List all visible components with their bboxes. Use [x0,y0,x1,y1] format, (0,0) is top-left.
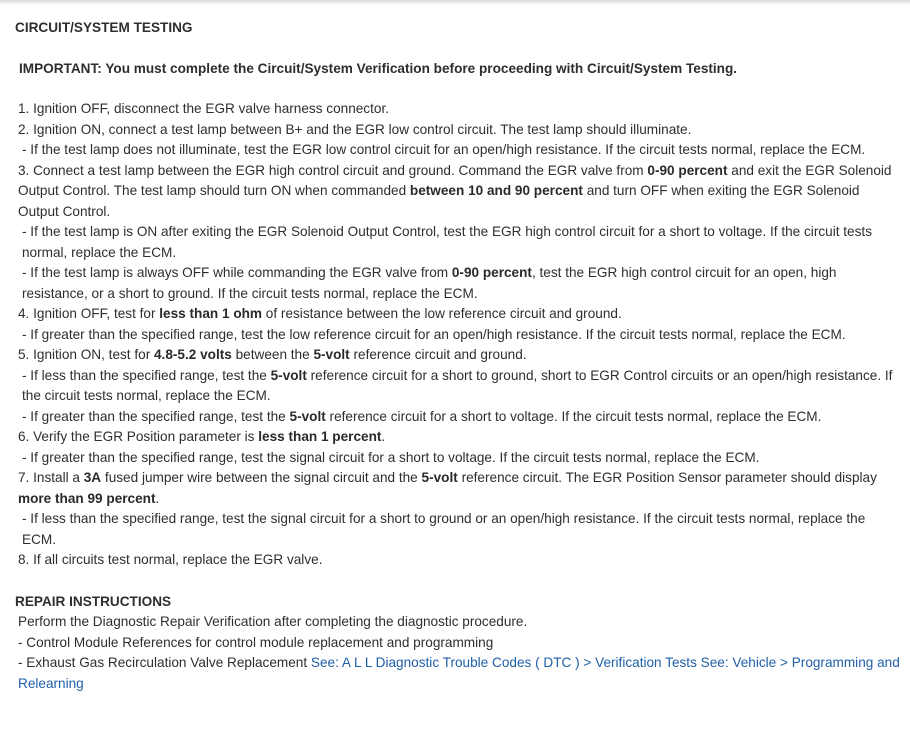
document-content [15,18,903,694]
step-6-sub: - If greater than the specified range, test the signal circuit for a short to voltage. If the circuit tests normal, replace the ECM. [22,449,760,465]
bold-value: 5-volt [421,470,458,485]
step-1: 1. Ignition OFF, disconnect the EGR valve harness connector. [18,101,389,116]
step-4: 4. Ignition OFF, test for less than 1 ohm of resistance between the low reference circuit and ground. [18,306,622,321]
top-shadow [0,0,910,5]
bold-value: 0-90 percent [451,265,532,280]
step-7-sub: - If less than the specified range, test the signal circuit for a short to ground or an open/high resistance. If the circuit tests normal, replace the ECM. [22,511,866,547]
important-note: IMPORTANT: You must complete the Circuit/System Verification before proceeding with Circuit/System Testing. [19,60,738,76]
step-2: 2. Ignition ON, connect a test lamp between B+ and the EGR low control circuit. The test lamp should illuminate. [18,121,692,137]
repair-instructions-heading: REPAIR INSTRUCTIONS [15,593,172,609]
step-7: 7. Install a 3A fused jumper wire between the signal circuit and the 5-volt reference circuit. The EGR Position Sensor parameter should display more than 99 percent. [18,470,877,506]
step-5: 5. Ignition ON, test for 4.8-5.2 volts between the 5-volt reference circuit and ground. [18,347,527,362]
step-5-sub-b: - If greater than the specified range, test the 5-volt reference circuit for a short to voltage. If the circuit tests normal, replace the ECM. [22,408,822,424]
bold-value: 4.8-5.2 volts [154,347,232,362]
step-5-sub-a: - If less than the specified range, test the 5-volt reference circuit for a short to ground, short to EGR Control circuits or an open/high resistance. If the circuit tests normal, replace the ECM. [22,367,893,403]
step-3-sub-a: - If the test lamp is ON after exiting the EGR Solenoid Output Control, test the EGR high control circuit for a short to voltage. If the circuit tests normal, replace the ECM. [22,224,872,260]
repair-line-2: - Control Module References for control module replacement and programming [18,634,494,650]
step-8: 8. If all circuits test normal, replace the EGR valve. [18,552,323,567]
step-3: 3. Connect a test lamp between the EGR high control circuit and ground. Command the EGR valve from 0-90 percent and exit the EGR Solenoid Output Control. The test lamp should turn ON when commanded between 10 and 90 percent and turn OFF when exiting the EGR Solenoid Output Control. [18,162,892,219]
bold-value: 0-90 percent [647,162,728,178]
step-4-sub: - If greater than the specified range, test the low reference circuit for an open/high resistance. If the circuit tests normal, replace the ECM. [22,326,846,342]
bold-value: 5-volt [313,347,350,362]
bold-value: less than 1 ohm [159,306,263,321]
bold-value: less than 1 percent [258,429,382,444]
repair-line-3: - Exhaust Gas Recirculation Valve Replacement See: A L L Diagnostic Trouble Codes ( DTC ) > Verification Tests See: Vehicle > Programming and Relearning [18,655,900,691]
step-6: 6. Verify the EGR Position parameter is less than 1 percent. [18,429,386,444]
bold-value: 3A [83,470,102,485]
bold-value: more than 99 percent [18,490,156,506]
bold-value: 5-volt [270,367,307,383]
step-3-sub-b: - If the test lamp is always OFF while commanding the EGR valve from 0-90 percent, test the EGR high control circuit for an open, high resistance, or a short to ground. If the circuit tests normal, replace the ECM. [22,265,837,301]
bold-value: 5-volt [289,408,326,424]
repair-instructions [15,612,903,694]
step-2-sub: - If the test lamp does not illuminate, test the EGR low control circuit for an open/high resistance. If the circuit tests normal, replace the ECM. [22,142,866,157]
section-heading: CIRCUIT/SYSTEM TESTING [15,20,193,35]
test-steps [15,99,903,571]
repair-line-1: Perform the Diagnostic Repair Verification after completing the diagnostic procedure. [18,614,528,629]
verification-tests-link[interactable]: See: A L L Diagnostic Trouble Codes ( DTC ) > Verification Tests See: Vehicle > Programming and Relearning [18,655,900,691]
bold-value: between 10 and 90 percent [409,183,583,198]
